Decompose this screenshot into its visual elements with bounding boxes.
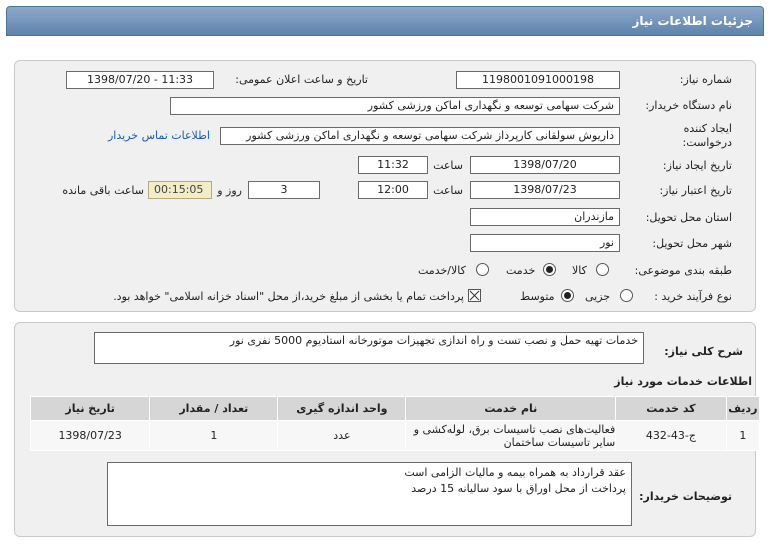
category-goods-service-radio[interactable] [476,263,489,276]
validity-time-field[interactable]: 12:00 [358,181,428,199]
announce-label: تاریخ و ساعت اعلان عمومی: [235,73,368,86]
created-date-field[interactable]: 1398/07/20 [470,156,620,174]
cell-unit: عدد [278,421,406,451]
province-field[interactable]: مازندران [470,208,620,226]
treasury-note: پرداخت تمام یا بخشی از مبلغ خرید،از محل "اسناد خزانه اسلامی" خواهد بود. [113,290,464,303]
city-label: شهر محل تحویل: [652,237,732,250]
services-heading: اطلاعات خدمات مورد نیاز [614,375,752,388]
remaining-label: ساعت باقی مانده [62,184,144,197]
cell-qty: 1 [150,421,278,451]
cell-name: فعالیت‌های نصب تاسیسات برق، لوله‌کشی و سایر تاسیسات ساختمان [406,421,616,451]
days-label: روز و [217,184,242,197]
process-medium-radio[interactable] [561,289,574,302]
requester-field[interactable]: داریوش سولقانی کارپرداز شرکت سهامی توسعه و نگهداری اماکن ورزشی کشور [220,127,620,145]
services-table [30,396,760,451]
buyer-org-label: نام دستگاه خریدار: [645,99,732,112]
summary-field[interactable]: خدمات تهیه حمل و نصب تست و راه اندازی تجهیزات موتورخانه استادیوم 5000 نفری نور [94,332,644,364]
validity-time-label: ساعت [433,184,463,197]
province-label: استان محل تحویل: [645,211,732,224]
cell-row: 1 [726,421,759,451]
process-minor-label: جزیی [585,290,611,303]
window-titlebar [6,6,764,36]
col-unit: واحد اندازه گیری [278,397,406,421]
window-title: جزئیات اطلاعات نیاز [632,14,753,28]
summary-label: شرح کلی نیاز: [664,345,743,358]
announce-field[interactable]: 1398/07/20 - 11:33 [66,71,214,89]
validity-date-field[interactable]: 1398/07/23 [470,181,620,199]
remaining-timer: 00:15:05 [148,181,212,199]
category-service-radio[interactable] [543,263,556,276]
contact-buyer-link[interactable]: اطلاعات تماس خریدار [108,129,210,142]
col-row: ردیف [726,397,759,421]
created-time-field[interactable]: 11:32 [358,156,428,174]
cell-code: ج-43-432 [616,421,726,451]
created-label: تاریخ ایجاد نیاز: [662,159,732,172]
city-field[interactable]: نور [470,234,620,252]
created-time-label: ساعت [433,159,463,172]
category-goods-radio[interactable] [596,263,609,276]
category-label: طبقه بندی موضوعی: [634,264,732,277]
category-goods-label: کالا [572,264,587,277]
col-qty: تعداد / مقدار [150,397,278,421]
need-number-label: شماره نیاز: [679,73,732,86]
table-row[interactable] [31,421,760,451]
validity-label: تاریخ اعتبار نیاز: [659,184,732,197]
process-label: نوع فرآیند خرید : [654,290,732,303]
buyer-notes-line-2: پرداخت از محل اوراق با سود سالیانه 15 درصد [411,482,626,495]
table-header-row [31,397,760,421]
buyer-org-field[interactable]: شرکت سهامی توسعه و نگهداری اماکن ورزشی کشور [170,97,620,115]
buyer-notes-label: توضیحات خریدار: [639,490,732,503]
days-field[interactable]: 3 [248,181,320,199]
cell-date: 1398/07/23 [31,421,150,451]
col-code: کد خدمت [616,397,726,421]
category-service-label: خدمت [506,264,536,277]
buyer-notes-field[interactable] [107,462,632,526]
col-date: تاریخ نیاز [31,397,150,421]
requester-label: ایجاد کننده درخواست: [682,122,732,149]
need-number-field[interactable]: 1198001091000198 [456,71,620,89]
process-medium-label: متوسط [520,290,555,303]
category-goods-service-label: کالا/خدمت [418,264,466,277]
buyer-notes-line-1: عقد قرارداد به همراه بیمه و مالیات الزامی است [404,466,626,479]
treasury-checkbox[interactable] [468,289,481,302]
process-minor-radio[interactable] [620,289,633,302]
col-name: نام خدمت [406,397,616,421]
